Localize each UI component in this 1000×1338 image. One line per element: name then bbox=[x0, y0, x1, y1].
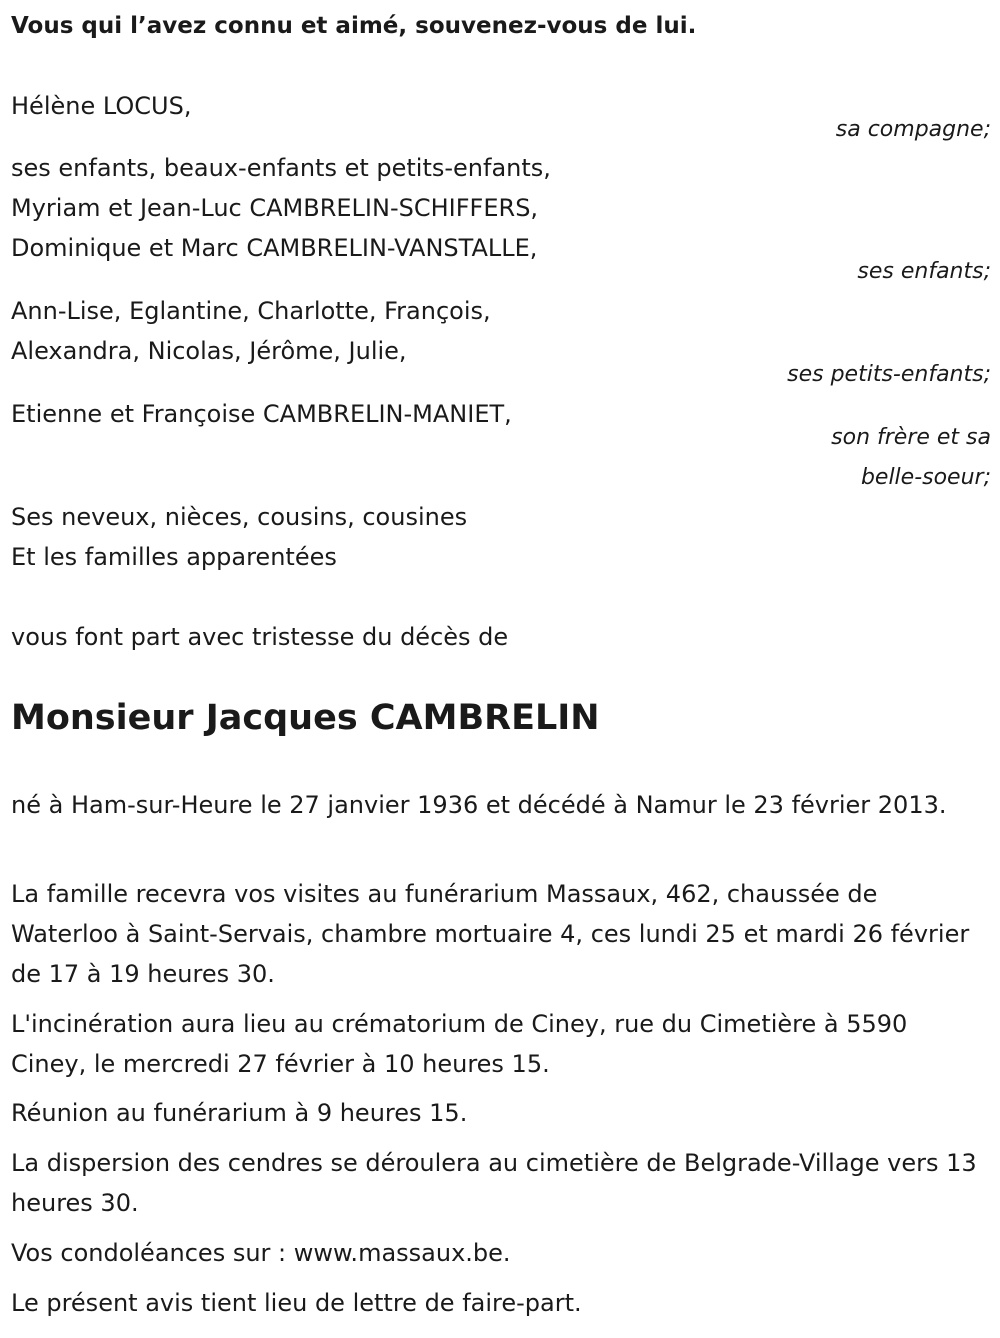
family-member-line: Ann-Lise, Eglantine, Charlotte, François, bbox=[11, 297, 491, 325]
relation-label: belle-soeur; bbox=[860, 465, 991, 490]
ash-dispersal-paragraph: La dispersion des cendres se déroulera au cimetière de Belgrade-Village vers 13 heures 30. bbox=[11, 1149, 977, 1217]
meeting-paragraph: Réunion au funérarium à 9 heures 15. bbox=[11, 1099, 468, 1127]
epigraph: Vous qui l’avez connu et aimé, souvenez-vous de lui. bbox=[11, 13, 697, 39]
cremation-paragraph: L'incinération aura lieu au crématorium de Ciney, rue du Cimetière à 5590 Ciney, le mercredi 27 février à 10 heures 15. bbox=[11, 1010, 908, 1078]
family-member-line: Etienne et Françoise CAMBRELIN-MANIET, bbox=[11, 400, 512, 428]
relation-label: sa compagne; bbox=[835, 117, 991, 142]
announcement-text: vous font part avec tristesse du décès de bbox=[11, 623, 509, 651]
relatives-line: Et les familles apparentées bbox=[11, 543, 337, 571]
notice-paragraph: Le présent avis tient lieu de lettre de faire-part. bbox=[11, 1289, 582, 1317]
birth-death-paragraph: né à Ham-sur-Heure le 27 janvier 1936 et décédé à Namur le 23 février 2013. bbox=[11, 791, 947, 819]
family-member-line: Alexandra, Nicolas, Jérôme, Julie, bbox=[11, 337, 407, 365]
relation-label: ses petits-enfants; bbox=[787, 362, 991, 387]
visitation-paragraph: La famille recevra vos visites au funérarium Massaux, 462, chaussée de Waterloo à Saint-Servais, chambre mortuaire 4, ces lundi 25 et mardi 26 février de 17 à 19 heures 30. bbox=[11, 880, 970, 988]
family-member-line: Hélène LOCUS, bbox=[11, 92, 192, 120]
relation-label: ses enfants; bbox=[857, 259, 991, 284]
family-member-line: ses enfants, beaux-enfants et petits-enfants, bbox=[11, 154, 551, 182]
obituary-notice bbox=[11, 0, 991, 1338]
family-member-line: Dominique et Marc CAMBRELIN-VANSTALLE, bbox=[11, 234, 538, 262]
relatives-line: Ses neveux, nièces, cousins, cousines bbox=[11, 503, 468, 531]
deceased-name: Monsieur Jacques CAMBRELIN bbox=[11, 698, 600, 738]
family-member-line: Myriam et Jean-Luc CAMBRELIN-SCHIFFERS, bbox=[11, 194, 539, 222]
condolences-paragraph: Vos condoléances sur : www.massaux.be. bbox=[11, 1239, 511, 1267]
relation-label: son frère et sa bbox=[831, 425, 991, 450]
